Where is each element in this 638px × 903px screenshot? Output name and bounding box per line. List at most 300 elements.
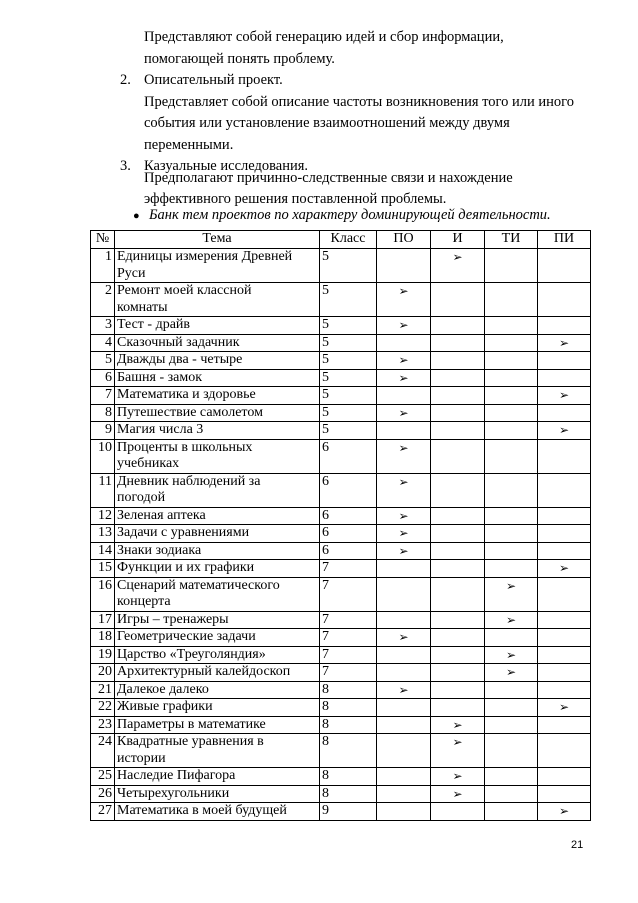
mark-cell xyxy=(377,507,431,525)
topic-line: Знаки зодиака xyxy=(117,542,202,558)
table-row xyxy=(91,507,591,525)
mark-cell xyxy=(431,664,485,682)
row-topic xyxy=(115,699,320,717)
mark-cell xyxy=(485,542,538,560)
topic-line: Башня - замок xyxy=(117,369,203,385)
row-topic xyxy=(115,422,320,440)
row-grade: 5 xyxy=(320,404,377,422)
mark-cell xyxy=(431,542,485,560)
row-number: 25 xyxy=(91,768,115,786)
topic-line: Далекое далеко xyxy=(117,681,209,697)
mark-cell xyxy=(377,369,431,387)
mark-cell xyxy=(431,507,485,525)
topic-line: Проценты в школьных xyxy=(117,439,253,455)
mark-cell xyxy=(538,525,591,543)
mark-cell xyxy=(485,507,538,525)
topic-line: Зеленая аптека xyxy=(117,507,206,523)
arrow-check-icon: ➢ xyxy=(398,405,409,420)
mark-cell xyxy=(538,629,591,647)
mark-cell xyxy=(538,681,591,699)
table-row xyxy=(91,803,591,821)
row-number: 21 xyxy=(91,681,115,699)
header-grade: Класс xyxy=(320,231,377,249)
mark-cell xyxy=(431,249,485,283)
mark-cell xyxy=(538,422,591,440)
topic-line: Наследие Пифагора xyxy=(117,768,236,783)
table-row xyxy=(91,542,591,560)
arrow-check-icon: ➢ xyxy=(505,578,517,593)
mark-cell xyxy=(377,681,431,699)
mark-cell xyxy=(538,542,591,560)
row-grade: 5 xyxy=(320,422,377,440)
mark-cell xyxy=(431,525,485,543)
row-topic xyxy=(115,664,320,682)
row-topic xyxy=(115,681,320,699)
topic-line: Руси xyxy=(117,265,146,281)
mark-cell xyxy=(485,646,538,664)
mark-cell xyxy=(431,699,485,717)
mark-cell xyxy=(431,577,485,611)
mark-cell xyxy=(431,334,485,352)
topic-line: Магия числа 3 xyxy=(117,422,204,437)
arrow-check-icon: ➢ xyxy=(452,250,463,264)
row-number: 11 xyxy=(91,473,115,507)
row-grade: 7 xyxy=(320,560,377,578)
mark-cell xyxy=(377,249,431,283)
row-topic xyxy=(115,352,320,370)
topic-line: Параметры в математике xyxy=(117,716,266,732)
mark-cell xyxy=(485,283,538,317)
table-row xyxy=(91,352,591,370)
row-topic xyxy=(115,577,320,611)
row-number: 10 xyxy=(91,439,115,473)
mark-cell xyxy=(485,439,538,473)
mark-cell xyxy=(431,352,485,370)
row-number: 22 xyxy=(91,699,115,717)
mark-cell xyxy=(431,681,485,699)
row-number: 2 xyxy=(91,283,115,317)
mark-cell xyxy=(377,577,431,611)
row-number: 6 xyxy=(91,369,115,387)
mark-cell xyxy=(538,439,591,473)
arrow-check-icon: ➢ xyxy=(558,561,570,575)
mark-cell xyxy=(377,560,431,578)
arrow-check-icon: ➢ xyxy=(452,769,463,783)
mark-cell xyxy=(538,768,591,786)
table-row xyxy=(91,387,591,405)
topic-line: Геометрические задачи xyxy=(117,629,256,644)
mark-cell xyxy=(377,664,431,682)
row-grade: 9 xyxy=(320,803,377,821)
page-number: 21 xyxy=(571,839,584,851)
header-number: № xyxy=(91,231,115,249)
row-number: 7 xyxy=(91,387,115,405)
mark-cell xyxy=(485,473,538,507)
row-grade: 8 xyxy=(320,768,377,786)
arrow-check-icon: ➢ xyxy=(398,353,409,367)
arrow-check-icon: ➢ xyxy=(398,526,409,540)
row-topic xyxy=(115,387,320,405)
topic-line: Математика в моей будущей xyxy=(117,803,287,818)
list-item-number: 3. xyxy=(120,158,131,174)
row-grade: 5 xyxy=(320,352,377,370)
row-grade: 8 xyxy=(320,734,377,768)
mark-cell xyxy=(485,334,538,352)
mark-cell xyxy=(431,629,485,647)
mark-cell xyxy=(377,785,431,803)
arrow-check-icon: ➢ xyxy=(452,717,463,732)
row-topic xyxy=(115,611,320,629)
topic-line: Квадратные уравнения в xyxy=(117,734,264,749)
mark-cell xyxy=(538,803,591,821)
arrow-check-icon: ➢ xyxy=(398,682,409,697)
table-row xyxy=(91,768,591,786)
row-number: 27 xyxy=(91,803,115,821)
mark-cell xyxy=(377,387,431,405)
row-grade: 6 xyxy=(320,473,377,507)
mark-cell xyxy=(538,699,591,717)
arrow-check-icon: ➢ xyxy=(558,804,570,818)
mark-cell xyxy=(377,473,431,507)
mark-cell xyxy=(485,577,538,611)
arrow-check-icon: ➢ xyxy=(558,423,570,437)
mark-cell xyxy=(538,404,591,422)
mark-cell xyxy=(538,507,591,525)
mark-cell xyxy=(431,716,485,734)
mark-cell xyxy=(431,560,485,578)
list-item-3-desc-2: эффективного решения поставленной проблемы. xyxy=(144,191,447,207)
header-pi: ПИ xyxy=(538,231,591,249)
mark-cell xyxy=(485,387,538,405)
topic-line: Дважды два - четыре xyxy=(117,352,243,367)
row-topic xyxy=(115,785,320,803)
header-ti: ТИ xyxy=(485,231,538,249)
row-number: 14 xyxy=(91,542,115,560)
row-grade: 5 xyxy=(320,369,377,387)
intro-line-1: Представляют собой генерацию идей и сбор информации, xyxy=(144,29,504,45)
table-row xyxy=(91,699,591,717)
table-row xyxy=(91,629,591,647)
arrow-check-icon: ➢ xyxy=(505,665,517,679)
projects-table xyxy=(90,230,591,821)
row-grade: 8 xyxy=(320,699,377,717)
mark-cell xyxy=(485,803,538,821)
row-topic xyxy=(115,629,320,647)
row-topic xyxy=(115,249,320,283)
mark-cell xyxy=(377,734,431,768)
mark-cell xyxy=(377,699,431,717)
table-row xyxy=(91,369,591,387)
topic-line: Сказочный задачник xyxy=(117,334,240,350)
mark-cell xyxy=(485,629,538,647)
mark-cell xyxy=(538,785,591,803)
header-topic: Тема xyxy=(115,231,320,249)
row-number: 26 xyxy=(91,785,115,803)
row-number: 15 xyxy=(91,560,115,578)
mark-cell xyxy=(431,369,485,387)
row-grade: 7 xyxy=(320,611,377,629)
topic-line: Архитектурный калейдоскоп xyxy=(117,664,291,679)
row-grade: 8 xyxy=(320,716,377,734)
mark-cell xyxy=(431,473,485,507)
list-item-3-desc-1: Предполагают причинно-следственные связи и нахождение xyxy=(144,170,513,186)
row-grade: 5 xyxy=(320,317,377,335)
row-grade: 7 xyxy=(320,577,377,611)
row-grade: 7 xyxy=(320,629,377,647)
arrow-check-icon: ➢ xyxy=(398,318,409,332)
row-topic xyxy=(115,283,320,317)
mark-cell xyxy=(377,629,431,647)
table-row xyxy=(91,317,591,335)
arrow-check-icon: ➢ xyxy=(398,284,409,298)
mark-cell xyxy=(538,646,591,664)
table-row xyxy=(91,716,591,734)
topic-line: Путешествие самолетом xyxy=(117,404,263,420)
arrow-check-icon: ➢ xyxy=(398,474,409,489)
mark-cell xyxy=(538,716,591,734)
table-row xyxy=(91,681,591,699)
mark-cell xyxy=(485,699,538,717)
topic-line: Задачи с уравнениями xyxy=(117,525,250,540)
mark-cell xyxy=(538,560,591,578)
mark-cell xyxy=(377,646,431,664)
mark-cell xyxy=(377,352,431,370)
mark-cell xyxy=(485,404,538,422)
mark-cell xyxy=(538,369,591,387)
mark-cell xyxy=(485,369,538,387)
row-number: 3 xyxy=(91,317,115,335)
header-i: И xyxy=(431,231,485,249)
row-topic xyxy=(115,334,320,352)
arrow-check-icon: ➢ xyxy=(452,786,463,801)
row-grade: 8 xyxy=(320,681,377,699)
topic-line: Единицы измерения Древней xyxy=(117,249,293,264)
row-number: 8 xyxy=(91,404,115,422)
table-row xyxy=(91,785,591,803)
mark-cell xyxy=(377,317,431,335)
header-po: ПО xyxy=(377,231,431,249)
row-number: 23 xyxy=(91,716,115,734)
row-number: 9 xyxy=(91,422,115,440)
topic-line: Игры – тренажеры xyxy=(117,611,229,627)
bullet-dot-icon: ● xyxy=(133,210,140,222)
mark-cell xyxy=(431,317,485,335)
row-grade: 6 xyxy=(320,525,377,543)
row-grade: 6 xyxy=(320,439,377,473)
row-topic xyxy=(115,542,320,560)
mark-cell xyxy=(538,334,591,352)
mark-cell xyxy=(485,785,538,803)
mark-cell xyxy=(431,768,485,786)
topic-line: Математика и здоровье xyxy=(117,387,256,402)
row-grade: 5 xyxy=(320,387,377,405)
mark-cell xyxy=(538,387,591,405)
table-row xyxy=(91,439,591,473)
mark-cell xyxy=(431,611,485,629)
table-header-row xyxy=(91,231,591,249)
mark-cell xyxy=(485,352,538,370)
mark-cell xyxy=(538,577,591,611)
mark-cell xyxy=(377,283,431,317)
mark-cell xyxy=(431,734,485,768)
mark-cell xyxy=(538,664,591,682)
row-number: 1 xyxy=(91,249,115,283)
list-item-title: Описательный проект. xyxy=(144,72,283,88)
mark-cell xyxy=(431,646,485,664)
mark-cell xyxy=(431,387,485,405)
mark-cell xyxy=(377,542,431,560)
mark-cell xyxy=(538,283,591,317)
row-topic xyxy=(115,803,320,821)
mark-cell xyxy=(431,785,485,803)
row-topic xyxy=(115,317,320,335)
topic-line: Дневник наблюдений за xyxy=(117,473,261,489)
mark-cell xyxy=(377,439,431,473)
mark-cell xyxy=(377,611,431,629)
row-topic xyxy=(115,507,320,525)
table-row xyxy=(91,577,591,611)
row-number: 16 xyxy=(91,577,115,611)
mark-cell xyxy=(485,611,538,629)
mark-cell xyxy=(538,317,591,335)
row-number: 13 xyxy=(91,525,115,543)
row-number: 4 xyxy=(91,334,115,352)
topic-line: учебниках xyxy=(117,456,180,471)
topic-line: Живые графики xyxy=(117,699,213,714)
mark-cell xyxy=(431,283,485,317)
row-number: 20 xyxy=(91,664,115,682)
mark-cell xyxy=(485,664,538,682)
mark-cell xyxy=(431,803,485,821)
mark-cell xyxy=(431,422,485,440)
row-topic xyxy=(115,369,320,387)
mark-cell xyxy=(377,768,431,786)
mark-cell xyxy=(377,525,431,543)
row-grade: 7 xyxy=(320,646,377,664)
mark-cell xyxy=(538,473,591,507)
list-item-number: 2. xyxy=(120,72,131,88)
topic-line: концерта xyxy=(117,594,171,609)
topic-line: Тест - драйв xyxy=(117,317,191,332)
mark-cell xyxy=(538,734,591,768)
bullet-text: Банк тем проектов по характеру доминирующей деятельности. xyxy=(149,207,551,223)
table-row xyxy=(91,611,591,629)
mark-cell xyxy=(485,422,538,440)
bullet-item xyxy=(133,205,551,228)
table-row xyxy=(91,560,591,578)
row-grade: 6 xyxy=(320,542,377,560)
mark-cell xyxy=(485,734,538,768)
arrow-check-icon: ➢ xyxy=(505,612,517,627)
table-row xyxy=(91,334,591,352)
row-topic xyxy=(115,439,320,473)
mark-cell xyxy=(377,803,431,821)
row-number: 17 xyxy=(91,611,115,629)
table-row xyxy=(91,283,591,317)
table-row xyxy=(91,422,591,440)
mark-cell xyxy=(377,404,431,422)
arrow-check-icon: ➢ xyxy=(398,543,409,558)
mark-cell xyxy=(377,716,431,734)
table-row xyxy=(91,734,591,768)
arrow-check-icon: ➢ xyxy=(398,508,409,523)
table-row xyxy=(91,646,591,664)
topic-line: истории xyxy=(117,750,166,766)
row-number: 12 xyxy=(91,507,115,525)
mark-cell xyxy=(485,716,538,734)
table-row xyxy=(91,525,591,543)
row-number: 18 xyxy=(91,629,115,647)
mark-cell xyxy=(485,525,538,543)
list-item-title: Казуальные исследования. xyxy=(144,158,309,174)
row-number: 19 xyxy=(91,646,115,664)
topic-line: Ремонт моей классной xyxy=(117,283,252,298)
row-grade: 5 xyxy=(320,334,377,352)
row-topic xyxy=(115,525,320,543)
mark-cell xyxy=(485,768,538,786)
mark-cell xyxy=(538,352,591,370)
row-topic xyxy=(115,404,320,422)
list-item-2-desc-1: Представляет собой описание частоты возникновения того или иного xyxy=(144,94,575,110)
row-number: 24 xyxy=(91,734,115,768)
mark-cell xyxy=(485,560,538,578)
list-item-2 xyxy=(120,70,283,92)
table-row xyxy=(91,249,591,283)
mark-cell xyxy=(538,249,591,283)
mark-cell xyxy=(485,317,538,335)
arrow-check-icon: ➢ xyxy=(452,735,463,749)
arrow-check-icon: ➢ xyxy=(558,388,570,402)
arrow-check-icon: ➢ xyxy=(558,335,570,350)
row-grade: 7 xyxy=(320,664,377,682)
mark-cell xyxy=(485,681,538,699)
row-grade: 5 xyxy=(320,283,377,317)
row-topic xyxy=(115,716,320,734)
table-row xyxy=(91,404,591,422)
mark-cell xyxy=(377,334,431,352)
topic-line: комнаты xyxy=(117,299,168,315)
row-topic xyxy=(115,646,320,664)
table-row xyxy=(91,664,591,682)
arrow-check-icon: ➢ xyxy=(398,370,409,385)
arrow-check-icon: ➢ xyxy=(558,700,570,714)
intro-line-2: помогающей понять проблему. xyxy=(144,51,335,67)
row-topic xyxy=(115,768,320,786)
topic-line: погодой xyxy=(117,490,166,505)
topic-line: Сценарий математического xyxy=(117,577,280,593)
row-grade: 5 xyxy=(320,249,377,283)
mark-cell xyxy=(377,422,431,440)
table-row xyxy=(91,473,591,507)
mark-cell xyxy=(485,249,538,283)
row-grade: 8 xyxy=(320,785,377,803)
row-topic xyxy=(115,473,320,507)
mark-cell xyxy=(431,404,485,422)
row-number: 5 xyxy=(91,352,115,370)
topic-line: Четырехугольники xyxy=(117,785,230,801)
row-topic xyxy=(115,560,320,578)
mark-cell xyxy=(431,439,485,473)
arrow-check-icon: ➢ xyxy=(398,440,409,455)
list-item-2-desc-3: переменными. xyxy=(144,137,234,153)
row-grade: 6 xyxy=(320,507,377,525)
list-item-2-desc-2: события или установление взаимоотношений между двумя xyxy=(144,115,510,131)
arrow-check-icon: ➢ xyxy=(398,630,409,644)
topic-line: Царство «Треуголяндия» xyxy=(117,646,266,662)
arrow-check-icon: ➢ xyxy=(505,647,517,662)
row-topic xyxy=(115,734,320,768)
topic-line: Функции и их графики xyxy=(117,560,255,575)
